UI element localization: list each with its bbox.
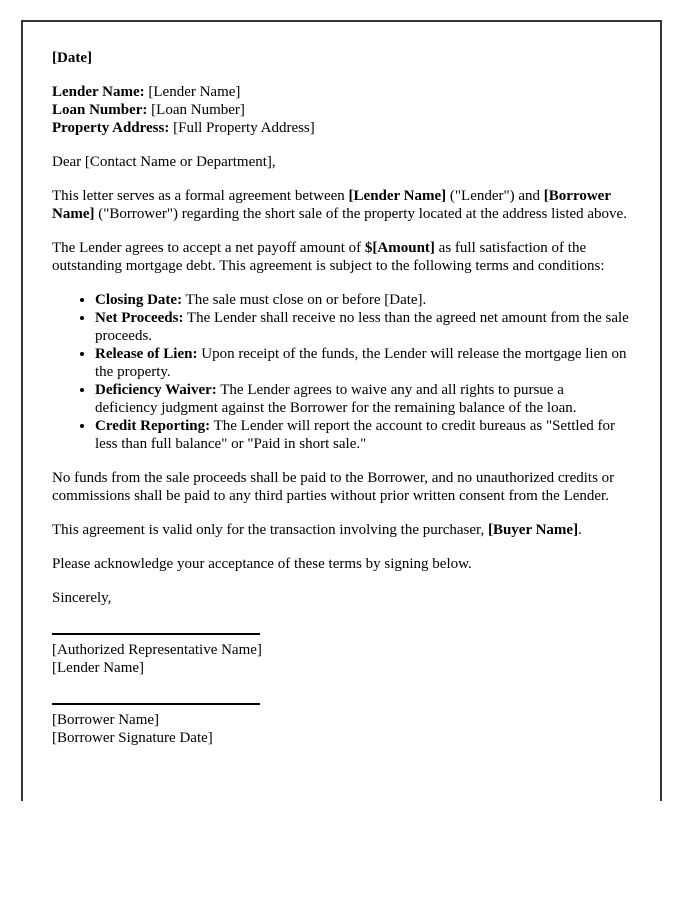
field-property-address-label: Property Address: xyxy=(52,120,170,136)
lender-name-line: [Lender Name] xyxy=(52,660,145,676)
terms-list xyxy=(52,291,630,453)
payoff-paragraph: The Lender agrees to accept a net payoff amount of $[Amount] as full satisfaction of the outstanding mortgage debt. This agreement is subject to the following terms and conditions: xyxy=(52,240,605,274)
term-release-of-lien-label: Release of Lien: xyxy=(95,346,198,362)
field-lender-name xyxy=(52,84,240,100)
term-closing-date-text: The sale must close on or before [Date]. xyxy=(182,292,427,308)
term-deficiency-waiver xyxy=(95,381,630,417)
term-credit-reporting-label: Credit Reporting: xyxy=(95,418,211,434)
field-lender-name-value: [Lender Name] xyxy=(144,84,241,100)
header-fields xyxy=(52,83,630,137)
borrower-signature-block xyxy=(52,703,630,747)
lender-signature-line xyxy=(52,633,260,635)
field-loan-number-label: Loan Number: xyxy=(52,102,148,118)
closing-line: Sincerely, xyxy=(52,590,112,606)
term-release-of-lien xyxy=(95,345,630,381)
term-release-of-lien-text: Upon receipt of the funds, the Lender will release the mortgage lien on the property. xyxy=(95,346,627,380)
borrower-name-line: [Borrower Name] xyxy=(52,712,160,728)
term-net-proceeds-text: The Lender shall receive no less than the agreed net amount from the sale proceeds. xyxy=(95,310,629,344)
borrower-signature-date-line: [Borrower Signature Date] xyxy=(52,730,213,746)
term-closing-date-label: Closing Date: xyxy=(95,292,183,308)
lender-representative-name: [Authorized Representative Name] xyxy=(52,642,262,658)
field-lender-name-label: Lender Name: xyxy=(52,84,145,100)
term-net-proceeds-label: Net Proceeds: xyxy=(95,310,184,326)
salutation: Dear [Contact Name or Department], xyxy=(52,154,276,170)
acknowledge-paragraph: Please acknowledge your acceptance of these terms by signing below. xyxy=(52,556,472,572)
validity-paragraph: This agreement is valid only for the transaction involving the purchaser, [Buyer Name]. xyxy=(52,522,582,538)
date-placeholder: [Date] xyxy=(52,50,92,66)
lender-signature-block xyxy=(52,633,630,677)
intro-paragraph: This letter serves as a formal agreement between [Lender Name] ("Lender") and [Borrower Name] ("Borrower") regarding the short sale of the property located at the address listed above. xyxy=(52,188,627,222)
term-credit-reporting xyxy=(95,417,630,453)
term-deficiency-waiver-label: Deficiency Waiver: xyxy=(95,382,217,398)
term-credit-reporting-text: The Lender will report the account to credit bureaus as "Settled for less than full balance" or "Paid in short sale." xyxy=(95,418,615,452)
term-deficiency-waiver-text: The Lender agrees to waive any and all rights to pursue a deficiency judgment against the Borrower for the remaining balance of the loan. xyxy=(95,382,577,416)
term-net-proceeds xyxy=(95,309,630,345)
field-loan-number-value: [Loan Number] xyxy=(147,102,245,118)
borrower-signature-line xyxy=(52,703,260,705)
field-property-address-value: [Full Property Address] xyxy=(169,120,315,136)
date-line xyxy=(52,49,630,67)
letter-page xyxy=(21,20,662,801)
field-loan-number xyxy=(52,102,245,118)
field-property-address xyxy=(52,120,315,136)
term-closing-date xyxy=(95,291,630,309)
no-funds-paragraph: No funds from the sale proceeds shall be paid to the Borrower, and no unauthorized credits or commissions shall be paid to any third parties without prior written consent from the Lender. xyxy=(52,470,615,504)
